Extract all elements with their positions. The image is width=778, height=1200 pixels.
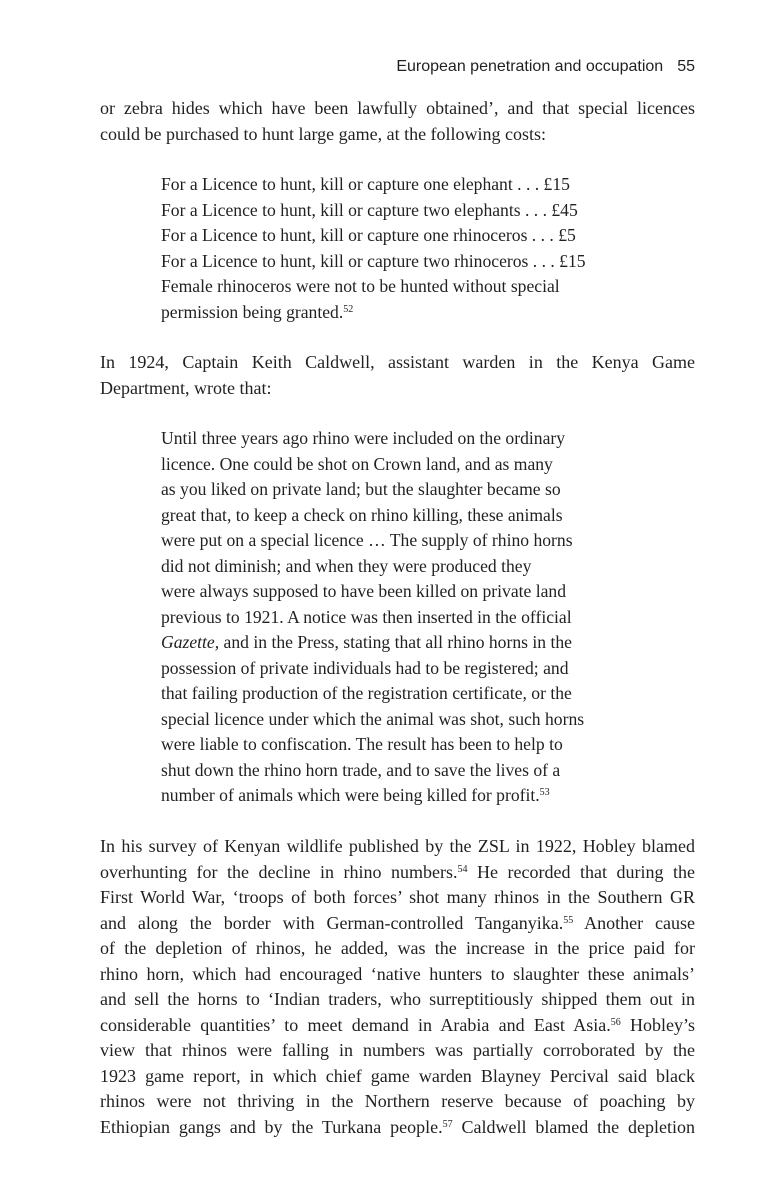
quote-line: special licence under which the animal was shot, such horns <box>161 708 585 729</box>
quote-line: shut down the rhino horn trade, and to save the lives of a <box>161 759 561 780</box>
paragraph-text: considerable quantities’ to meet demand in Arabia and East Asia. <box>100 1014 611 1035</box>
paragraph-line: rhino horn, which had encouraged ‘native hunters to slaughter these animals’ <box>100 963 695 984</box>
running-head <box>95 58 695 76</box>
paragraph-line: In 1924, Captain Keith Caldwell, assistant warden in the Kenya Game <box>100 352 695 372</box>
paragraph-line: view that rhinos were falling in numbers was partially corroborated by the <box>100 1040 695 1060</box>
running-head-title: European penetration and occupation <box>396 58 664 75</box>
quote-line: that failing production of the registration certificate, or the <box>161 683 572 703</box>
licence-item: For a Licence to hunt, kill or capture one elephant . . . £15 <box>161 174 570 194</box>
paragraph-line: In his survey of Kenyan wildlife published by the ZSL in 1922, Hobley blamed <box>100 836 695 856</box>
licence-item: For a Licence to hunt, kill or capture two rhinoceros . . . £15 <box>161 250 586 271</box>
quote-line: as you liked on private land; but the slaughter became so <box>161 479 561 499</box>
licence-note: Female rhinoceros were not to be hunted without special <box>161 276 560 296</box>
paragraph-line: or zebra hides which have been lawfully obtained’, and that special licences <box>100 98 695 118</box>
quote-text: and in the Press, stating that all rhino horns in the <box>219 632 572 652</box>
quote-line: previous to 1921. A notice was then inserted in the official <box>161 606 572 627</box>
paragraph-line <box>100 1115 695 1141</box>
footnote-ref-53: 53 <box>539 787 550 798</box>
footnote-ref-55: 55 <box>563 914 574 926</box>
paragraph-line <box>100 911 695 937</box>
paragraph-text: Another cause <box>573 912 695 933</box>
block-quote <box>161 426 681 809</box>
quote-line: were liable to confiscation. The result has been to help to <box>161 734 563 754</box>
licence-item: For a Licence to hunt, kill or capture two elephants . . . £45 <box>161 199 578 220</box>
paragraph-line: rhinos were not thriving in the Northern reserve because of poaching by <box>100 1091 695 1111</box>
paragraph-text: Caldwell blamed the depletion <box>452 1116 695 1137</box>
paragraph-line: and sell the horns to ‘Indian traders, who surreptitiously shipped them out in <box>100 989 695 1009</box>
paragraph-3 <box>100 834 695 1140</box>
paragraph-line <box>100 1013 695 1039</box>
paragraph-line: First World War, ‘troops of both forces’ shot many rhinos in the Southern GR <box>100 887 695 907</box>
quote-text: number of animals which were being killed for profit. <box>161 785 540 805</box>
quote-line: did not diminish; and when they were produced they <box>161 555 532 576</box>
footnote-ref-52: 52 <box>343 303 354 315</box>
paragraph-line: could be purchased to hunt large game, at the following costs: <box>100 123 547 144</box>
paragraph-text: and along the border with German-controlled Tanganyika. <box>100 912 564 933</box>
paragraph-text: overhunting for the decline in rhino numbers. <box>100 861 458 882</box>
quote-line-end <box>161 783 681 809</box>
quote-line-gazette <box>161 630 681 656</box>
licence-list <box>161 172 681 325</box>
paragraph-line <box>100 860 695 886</box>
quote-line: were always supposed to have been killed on private land <box>161 581 567 601</box>
quote-line: possession of private individuals had to be registered; and <box>161 657 569 678</box>
paragraph-1 <box>100 96 695 147</box>
footnote-ref-56: 56 <box>610 1016 621 1028</box>
paragraph-2 <box>100 350 695 401</box>
page-number: 55 <box>677 58 695 75</box>
licence-note-end <box>161 300 681 326</box>
paragraph-line: 1923 game report, in which chief game warden Blayney Percival said black <box>100 1065 695 1086</box>
quote-line: Until three years ago rhino were included on the ordinary <box>161 428 566 448</box>
licence-item: For a Licence to hunt, kill or capture one rhinoceros . . . £5 <box>161 225 576 245</box>
quote-line: licence. One could be shot on Crown land, and as many <box>161 453 553 474</box>
footnote-ref-57: 57 <box>442 1118 453 1130</box>
gazette-italic: Gazette, <box>161 632 220 652</box>
paragraph-text: He recorded that during the <box>467 861 696 882</box>
footnote-ref-54: 54 <box>457 863 468 875</box>
quote-line: great that, to keep a check on rhino killing, these animals <box>161 504 563 525</box>
paragraph-line: of the depletion of rhinos, he added, was the increase in the price paid for <box>100 938 695 958</box>
paragraph-text: Hobley’s <box>620 1014 695 1035</box>
licence-note-text: permission being granted. <box>161 301 344 322</box>
quote-line: were put on a special licence … The supply of rhino horns <box>161 530 573 550</box>
paragraph-line: Department, wrote that: <box>100 377 272 398</box>
paragraph-text: Ethiopian gangs and by the Turkana people. <box>100 1116 443 1137</box>
